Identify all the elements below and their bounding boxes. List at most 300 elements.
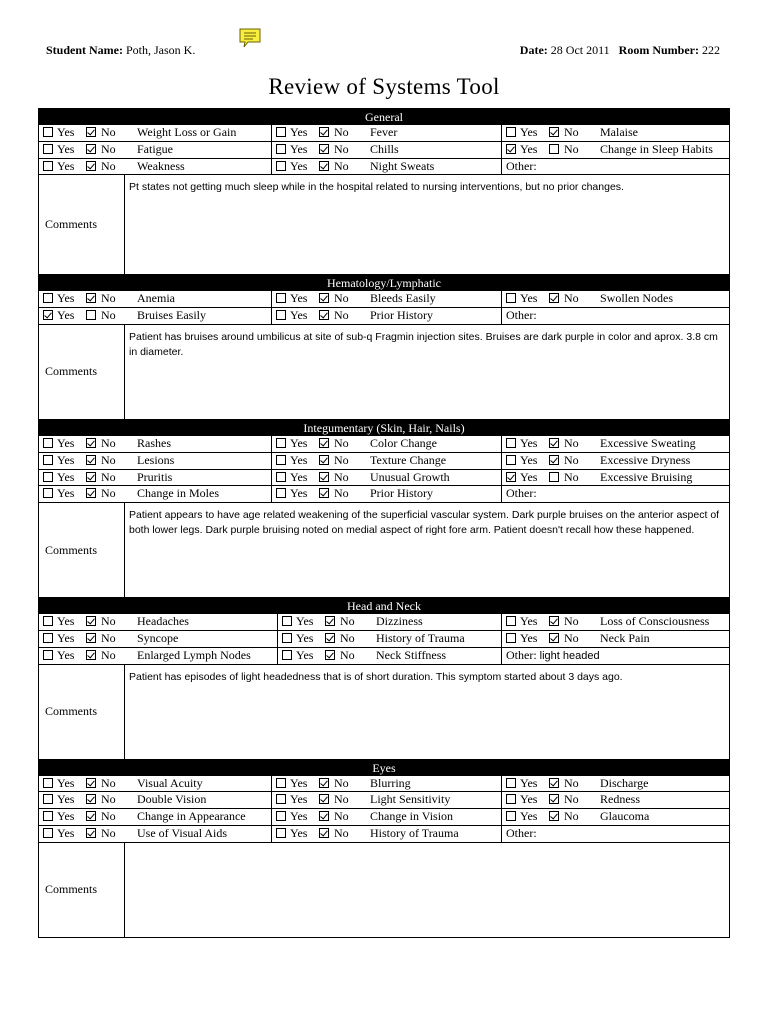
yes-label: Yes bbox=[57, 486, 75, 501]
no-checkbox[interactable] bbox=[86, 144, 96, 154]
yes-label: Yes bbox=[57, 792, 75, 807]
date-room-field bbox=[520, 43, 720, 58]
yes-checkbox[interactable] bbox=[276, 310, 286, 320]
symptom-label: Fever bbox=[370, 125, 398, 139]
yes-label: Yes bbox=[290, 435, 308, 450]
yes-label: Yes bbox=[290, 291, 308, 306]
yes-label: Yes bbox=[290, 125, 308, 139]
symptom-label: Loss of Consciousness bbox=[600, 614, 710, 629]
yes-checkbox[interactable] bbox=[276, 488, 286, 498]
comments-box-integumentary bbox=[39, 503, 729, 598]
symptom-cell bbox=[501, 792, 729, 808]
yes-checkbox[interactable] bbox=[276, 127, 286, 137]
yes-checkbox[interactable] bbox=[506, 127, 516, 137]
symptom-cell bbox=[501, 614, 729, 630]
yes-checkbox[interactable] bbox=[43, 127, 53, 137]
symptom-cell bbox=[277, 631, 501, 647]
symptom-label: History of Trauma bbox=[376, 630, 465, 645]
no-checkbox[interactable] bbox=[319, 144, 329, 154]
symptom-label: Weakness bbox=[137, 158, 185, 173]
symptom-row bbox=[39, 486, 729, 503]
no-label: No bbox=[101, 775, 116, 790]
no-checkbox[interactable] bbox=[549, 633, 559, 643]
section-header-eyes: Eyes bbox=[39, 760, 729, 776]
no-checkbox[interactable] bbox=[86, 794, 96, 804]
comments-text[interactable]: Pt states not getting much sleep while in the hospital related to nursing interventions, but no prior changes. bbox=[129, 181, 624, 194]
no-checkbox[interactable] bbox=[549, 811, 559, 821]
yes-label: Yes bbox=[290, 308, 308, 323]
yes-label: Yes bbox=[520, 809, 538, 824]
no-label: No bbox=[101, 614, 116, 629]
comments-label: Comments bbox=[39, 665, 125, 759]
other-field[interactable] bbox=[506, 308, 537, 324]
other-label: Other: bbox=[506, 825, 537, 840]
yes-label: Yes bbox=[57, 825, 75, 840]
no-label: No bbox=[101, 469, 116, 484]
symptom-cell bbox=[39, 614, 277, 630]
other-label: Other: bbox=[506, 308, 537, 323]
section-header-hematology: Hematology/Lymphatic bbox=[39, 275, 729, 291]
symptom-label: Neck Stiffness bbox=[376, 647, 447, 662]
symptom-cell bbox=[39, 436, 271, 452]
date-label: Date: bbox=[519, 43, 548, 57]
yes-checkbox[interactable] bbox=[276, 778, 286, 788]
no-label: No bbox=[334, 486, 349, 501]
symptom-label: Change in Vision bbox=[370, 809, 454, 824]
yes-checkbox[interactable] bbox=[282, 650, 292, 660]
no-label: No bbox=[340, 614, 355, 629]
page-title: Review of Systems Tool bbox=[268, 74, 500, 99]
no-label: No bbox=[564, 452, 579, 467]
no-checkbox[interactable] bbox=[86, 778, 96, 788]
no-checkbox[interactable] bbox=[86, 310, 96, 320]
symptom-label: Discharge bbox=[600, 775, 649, 790]
no-checkbox[interactable] bbox=[319, 488, 329, 498]
comments-box-hematology bbox=[39, 325, 729, 420]
symptom-label: Texture Change bbox=[370, 452, 447, 467]
sticky-note-icon[interactable] bbox=[238, 27, 262, 49]
symptom-cell bbox=[271, 776, 501, 792]
yes-label: Yes bbox=[57, 452, 75, 467]
symptom-cell bbox=[39, 291, 271, 307]
no-label: No bbox=[564, 775, 579, 790]
symptom-label: Color Change bbox=[370, 435, 437, 450]
yes-label: Yes bbox=[290, 792, 308, 807]
yes-label: Yes bbox=[57, 291, 75, 306]
yes-checkbox[interactable] bbox=[276, 811, 286, 821]
yes-label: Yes bbox=[520, 435, 538, 450]
symptom-row bbox=[39, 826, 729, 843]
yes-label: Yes bbox=[57, 630, 75, 645]
yes-label: Yes bbox=[57, 647, 75, 662]
no-label: No bbox=[564, 630, 579, 645]
symptom-label: Visual Acuity bbox=[137, 775, 203, 790]
symptom-cell bbox=[271, 291, 501, 307]
symptom-cell bbox=[271, 436, 501, 452]
symptom-label: Rashes bbox=[137, 435, 171, 450]
yes-checkbox[interactable] bbox=[43, 472, 53, 482]
yes-label: Yes bbox=[57, 308, 75, 323]
symptom-cell bbox=[39, 142, 271, 158]
symptom-cell bbox=[39, 631, 277, 647]
comments-box-general bbox=[39, 175, 729, 275]
no-label: No bbox=[334, 308, 349, 323]
yes-label: Yes bbox=[520, 141, 538, 156]
symptom-cell bbox=[271, 826, 501, 842]
no-label: No bbox=[340, 630, 355, 645]
yes-checkbox[interactable] bbox=[43, 828, 53, 838]
no-label: No bbox=[334, 469, 349, 484]
no-checkbox[interactable] bbox=[319, 472, 329, 482]
yes-label: Yes bbox=[296, 614, 314, 629]
no-label: No bbox=[334, 792, 349, 807]
yes-label: Yes bbox=[57, 469, 75, 484]
yes-checkbox[interactable] bbox=[43, 811, 53, 821]
yes-label: Yes bbox=[520, 291, 538, 306]
no-checkbox[interactable] bbox=[319, 161, 329, 171]
no-label: No bbox=[564, 291, 579, 306]
no-label: No bbox=[101, 486, 116, 501]
symptom-label: Night Sweats bbox=[370, 158, 435, 173]
yes-checkbox[interactable] bbox=[506, 633, 516, 643]
symptom-cell bbox=[39, 159, 271, 175]
no-label: No bbox=[334, 825, 349, 840]
no-label: No bbox=[101, 308, 116, 323]
yes-checkbox[interactable] bbox=[43, 438, 53, 448]
symptom-cell bbox=[501, 291, 729, 307]
date-value: 28 Oct 2011 bbox=[550, 43, 610, 57]
no-label: No bbox=[101, 825, 116, 840]
no-label: No bbox=[334, 435, 349, 450]
other-field[interactable] bbox=[506, 486, 537, 502]
no-checkbox[interactable] bbox=[86, 293, 96, 303]
other-value: light headed bbox=[539, 649, 600, 662]
other-field[interactable] bbox=[506, 648, 600, 664]
no-checkbox[interactable] bbox=[86, 828, 96, 838]
no-checkbox[interactable] bbox=[319, 293, 329, 303]
no-label: No bbox=[101, 291, 116, 306]
symptom-cell bbox=[39, 125, 271, 141]
symptom-cell bbox=[501, 159, 729, 175]
yes-checkbox[interactable] bbox=[43, 144, 53, 154]
other-label: Other: bbox=[506, 647, 537, 662]
comments-text[interactable] bbox=[125, 843, 729, 937]
yes-checkbox[interactable] bbox=[43, 650, 53, 660]
yes-checkbox[interactable] bbox=[276, 144, 286, 154]
other-field[interactable] bbox=[506, 159, 537, 175]
symptom-row bbox=[39, 470, 729, 487]
yes-checkbox[interactable] bbox=[506, 438, 516, 448]
no-checkbox[interactable] bbox=[319, 127, 329, 137]
yes-label: Yes bbox=[520, 775, 538, 790]
yes-checkbox[interactable] bbox=[506, 455, 516, 465]
symptom-row bbox=[39, 142, 729, 159]
no-label: No bbox=[564, 141, 579, 156]
symptom-label: Light Sensitivity bbox=[370, 792, 451, 807]
yes-label: Yes bbox=[57, 614, 75, 629]
no-label: No bbox=[334, 158, 349, 173]
no-checkbox[interactable] bbox=[86, 127, 96, 137]
yes-label: Yes bbox=[290, 158, 308, 173]
no-checkbox[interactable] bbox=[319, 811, 329, 821]
symptom-cell bbox=[39, 470, 271, 486]
yes-checkbox[interactable] bbox=[43, 310, 53, 320]
comments-text[interactable]: Patient appears to have age related weakening of the superficial vascular system. Dark purple bruises on the anterior aspect of both lower legs. Dark purple bruising noted on medial aspect of right fore arm. Patient doesn't recall how these happened. bbox=[129, 509, 720, 537]
comments-label: Comments bbox=[39, 843, 125, 937]
symptom-cell bbox=[277, 648, 501, 664]
symptom-row bbox=[39, 809, 729, 826]
no-label: No bbox=[101, 809, 116, 824]
yes-checkbox[interactable] bbox=[506, 794, 516, 804]
yes-label: Yes bbox=[290, 809, 308, 824]
symptom-label: Fatigue bbox=[137, 141, 173, 156]
yes-checkbox[interactable] bbox=[43, 488, 53, 498]
symptom-cell bbox=[271, 470, 501, 486]
yes-checkbox[interactable] bbox=[43, 616, 53, 626]
yes-label: Yes bbox=[296, 630, 314, 645]
no-label: No bbox=[101, 141, 116, 156]
no-checkbox[interactable] bbox=[549, 127, 559, 137]
symptom-cell bbox=[501, 826, 729, 842]
no-checkbox[interactable] bbox=[86, 811, 96, 821]
no-checkbox[interactable] bbox=[319, 455, 329, 465]
yes-checkbox[interactable] bbox=[282, 616, 292, 626]
symptom-label: Prior History bbox=[370, 486, 433, 501]
symptom-cell bbox=[501, 486, 729, 502]
symptom-cell bbox=[271, 486, 501, 502]
yes-checkbox[interactable] bbox=[276, 455, 286, 465]
no-checkbox[interactable] bbox=[549, 438, 559, 448]
comments-label: Comments bbox=[39, 175, 125, 274]
comments-box-head_neck bbox=[39, 665, 729, 760]
comments-text[interactable]: Patient has episodes of light headedness that is of short duration. This symptom started about 3 days ago. bbox=[129, 670, 623, 683]
no-label: No bbox=[334, 452, 349, 467]
symptom-row bbox=[39, 159, 729, 176]
other-field[interactable] bbox=[506, 826, 537, 842]
no-label: No bbox=[101, 125, 116, 139]
no-label: No bbox=[334, 141, 349, 156]
comments-box-eyes bbox=[39, 843, 729, 937]
symptom-label: Malaise bbox=[600, 125, 638, 139]
symptom-cell bbox=[501, 125, 729, 141]
yes-checkbox[interactable] bbox=[506, 293, 516, 303]
symptom-cell bbox=[501, 631, 729, 647]
no-label: No bbox=[334, 125, 349, 139]
section-header-head_neck: Head and Neck bbox=[39, 598, 729, 614]
yes-label: Yes bbox=[520, 614, 538, 629]
yes-checkbox[interactable] bbox=[43, 778, 53, 788]
symptom-cell bbox=[277, 614, 501, 630]
yes-label: Yes bbox=[57, 775, 75, 790]
symptom-cell bbox=[39, 826, 271, 842]
symptom-label: Double Vision bbox=[137, 792, 207, 807]
symptom-row bbox=[39, 776, 729, 793]
symptom-cell bbox=[271, 809, 501, 825]
yes-checkbox[interactable] bbox=[276, 794, 286, 804]
no-checkbox[interactable] bbox=[549, 794, 559, 804]
yes-checkbox[interactable] bbox=[276, 472, 286, 482]
yes-checkbox[interactable] bbox=[506, 144, 516, 154]
no-checkbox[interactable] bbox=[549, 293, 559, 303]
no-checkbox[interactable] bbox=[549, 778, 559, 788]
section-header-integumentary: Integumentary (Skin, Hair, Nails) bbox=[39, 420, 729, 436]
symptom-cell bbox=[501, 436, 729, 452]
symptom-label: Use of Visual Aids bbox=[137, 825, 228, 840]
symptom-cell bbox=[39, 648, 277, 664]
no-checkbox[interactable] bbox=[86, 472, 96, 482]
yes-checkbox[interactable] bbox=[43, 633, 53, 643]
yes-label: Yes bbox=[520, 452, 538, 467]
symptom-cell bbox=[501, 453, 729, 469]
symptom-label: Dizziness bbox=[376, 614, 423, 629]
no-label: No bbox=[564, 614, 579, 629]
student-name-field bbox=[46, 43, 195, 58]
symptom-label: Unusual Growth bbox=[370, 469, 450, 484]
symptom-cell bbox=[271, 142, 501, 158]
symptom-label: Excessive Dryness bbox=[600, 452, 691, 467]
yes-label: Yes bbox=[520, 630, 538, 645]
no-label: No bbox=[564, 435, 579, 450]
review-of-systems-form bbox=[38, 108, 730, 938]
symptom-cell bbox=[39, 776, 271, 792]
yes-checkbox[interactable] bbox=[506, 811, 516, 821]
symptom-row bbox=[39, 614, 729, 631]
symptom-cell bbox=[271, 308, 501, 324]
no-checkbox[interactable] bbox=[325, 633, 335, 643]
no-label: No bbox=[334, 291, 349, 306]
page-header bbox=[46, 43, 720, 61]
yes-label: Yes bbox=[290, 452, 308, 467]
no-label: No bbox=[564, 792, 579, 807]
symptom-label: Anemia bbox=[137, 291, 175, 306]
other-label: Other: bbox=[506, 158, 537, 173]
no-label: No bbox=[101, 158, 116, 173]
no-checkbox[interactable] bbox=[549, 144, 559, 154]
symptom-label: Bleeds Easily bbox=[370, 291, 436, 306]
room-number-label: Room Number: bbox=[618, 43, 699, 57]
symptom-label: Pruritis bbox=[137, 469, 173, 484]
no-checkbox[interactable] bbox=[325, 616, 335, 626]
yes-label: Yes bbox=[290, 141, 308, 156]
symptom-label: Prior History bbox=[370, 308, 433, 323]
yes-label: Yes bbox=[57, 141, 75, 156]
no-checkbox[interactable] bbox=[319, 828, 329, 838]
yes-label: Yes bbox=[290, 775, 308, 790]
other-label: Other: bbox=[506, 486, 537, 501]
no-label: No bbox=[340, 647, 355, 662]
yes-checkbox[interactable] bbox=[276, 438, 286, 448]
symptom-label: Enlarged Lymph Nodes bbox=[137, 647, 251, 662]
no-checkbox[interactable] bbox=[86, 488, 96, 498]
no-checkbox[interactable] bbox=[319, 310, 329, 320]
yes-checkbox[interactable] bbox=[506, 472, 516, 482]
no-checkbox[interactable] bbox=[549, 616, 559, 626]
symptom-label: Change in Appearance bbox=[137, 809, 246, 824]
symptom-label: Chills bbox=[370, 141, 399, 156]
yes-label: Yes bbox=[520, 792, 538, 807]
yes-checkbox[interactable] bbox=[276, 828, 286, 838]
yes-checkbox[interactable] bbox=[276, 161, 286, 171]
no-checkbox[interactable] bbox=[549, 455, 559, 465]
symptom-row bbox=[39, 453, 729, 470]
yes-checkbox[interactable] bbox=[506, 778, 516, 788]
symptom-row bbox=[39, 125, 729, 142]
yes-label: Yes bbox=[296, 647, 314, 662]
no-checkbox[interactable] bbox=[86, 650, 96, 660]
yes-label: Yes bbox=[290, 486, 308, 501]
yes-checkbox[interactable] bbox=[43, 794, 53, 804]
symptom-label: Blurring bbox=[370, 775, 411, 790]
symptom-label: Change in Moles bbox=[137, 486, 219, 501]
no-checkbox[interactable] bbox=[86, 633, 96, 643]
symptom-label: Headaches bbox=[137, 614, 189, 629]
yes-checkbox[interactable] bbox=[276, 293, 286, 303]
no-label: No bbox=[101, 452, 116, 467]
room-number-value: 222 bbox=[702, 43, 720, 57]
symptom-label: Excessive Bruising bbox=[600, 469, 693, 484]
symptom-cell bbox=[39, 809, 271, 825]
no-label: No bbox=[101, 792, 116, 807]
symptom-cell bbox=[501, 308, 729, 324]
yes-label: Yes bbox=[520, 125, 538, 139]
yes-checkbox[interactable] bbox=[43, 293, 53, 303]
no-checkbox[interactable] bbox=[325, 650, 335, 660]
no-label: No bbox=[101, 647, 116, 662]
yes-label: Yes bbox=[290, 469, 308, 484]
comments-text[interactable]: Patient has bruises around umbilicus at site of sub-q Fragmin injection sites. Bruises are dark purple in color and aprox. 3.8 cm in diameter. bbox=[129, 330, 718, 358]
student-name-label: Student Name: bbox=[46, 43, 123, 57]
yes-checkbox[interactable] bbox=[43, 455, 53, 465]
symptom-label: Neck Pain bbox=[600, 630, 650, 645]
symptom-label: Bruises Easily bbox=[137, 308, 206, 323]
no-checkbox[interactable] bbox=[549, 472, 559, 482]
symptom-cell bbox=[501, 648, 729, 664]
symptom-label: Change in Sleep Habits bbox=[600, 141, 713, 156]
symptom-cell bbox=[271, 792, 501, 808]
no-label: No bbox=[334, 775, 349, 790]
symptom-cell bbox=[39, 453, 271, 469]
no-label: No bbox=[564, 125, 579, 139]
symptom-row bbox=[39, 648, 729, 665]
symptom-cell bbox=[271, 125, 501, 141]
no-checkbox[interactable] bbox=[86, 438, 96, 448]
yes-label: Yes bbox=[57, 809, 75, 824]
symptom-label: Weight Loss or Gain bbox=[137, 125, 237, 139]
student-name-value: Poth, Jason K. bbox=[126, 43, 196, 57]
no-label: No bbox=[564, 809, 579, 824]
no-label: No bbox=[101, 435, 116, 450]
no-checkbox[interactable] bbox=[319, 778, 329, 788]
symptom-cell bbox=[501, 809, 729, 825]
yes-checkbox[interactable] bbox=[506, 616, 516, 626]
no-checkbox[interactable] bbox=[86, 616, 96, 626]
yes-label: Yes bbox=[57, 125, 75, 139]
symptom-cell bbox=[501, 776, 729, 792]
symptom-row bbox=[39, 308, 729, 325]
symptom-label: Lesions bbox=[137, 452, 175, 467]
yes-label: Yes bbox=[290, 825, 308, 840]
no-label: No bbox=[334, 809, 349, 824]
no-checkbox[interactable] bbox=[319, 438, 329, 448]
yes-checkbox[interactable] bbox=[282, 633, 292, 643]
symptom-label: Excessive Sweating bbox=[600, 435, 696, 450]
symptom-label: Glaucoma bbox=[600, 809, 650, 824]
no-checkbox[interactable] bbox=[86, 161, 96, 171]
no-checkbox[interactable] bbox=[319, 794, 329, 804]
yes-checkbox[interactable] bbox=[43, 161, 53, 171]
no-checkbox[interactable] bbox=[86, 455, 96, 465]
symptom-cell bbox=[39, 308, 271, 324]
